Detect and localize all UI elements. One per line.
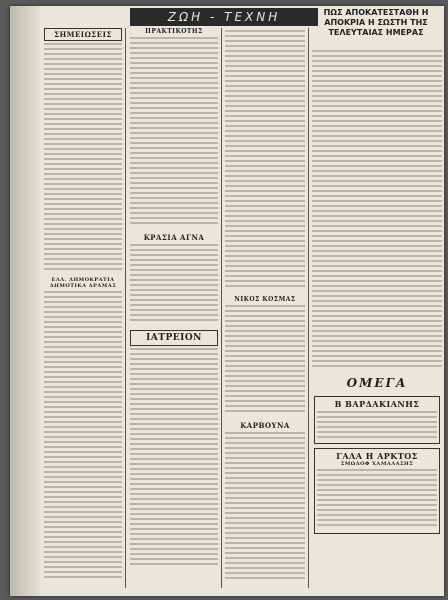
col1-section2: ΕΛΛ. ΔΗΜΟΚΡΑΤΙΑ ΔΗΜΟΤΙΚΑ ΔΡΑΜΑΣ xyxy=(49,277,117,289)
col3-sub1: ΚΑΡΒΟΥΝΑ xyxy=(240,421,290,430)
column-3 xyxy=(225,28,305,588)
col3-body-illegible xyxy=(225,30,305,290)
ad1-title: ΟΜΕΓΑ xyxy=(346,376,408,390)
column-rule xyxy=(308,28,309,588)
newspaper-page xyxy=(10,6,444,596)
column-rule xyxy=(125,28,126,588)
column-right xyxy=(312,28,442,588)
column-rule xyxy=(221,28,222,588)
col2-body3-illegible xyxy=(130,348,218,568)
ad3-body-illegible xyxy=(317,469,437,529)
ad3-title: ΓΑΛΑ Η ΑΡΚΤΟΣ xyxy=(336,451,418,461)
col2-heading: ΠΡΑΚΤΙΚΟΤΗΣ xyxy=(145,28,203,35)
binding-gutter xyxy=(10,6,40,596)
col2-sub2: ΙΑΤΡΕΙΟΝ xyxy=(130,330,218,346)
ad2-title: Β ΒΑΡΔΑΚΙΑΝΗΣ xyxy=(334,399,420,409)
col3-body2-illegible xyxy=(225,305,305,415)
col3-heading: ΝΙΚΟΣ ΚΟΣΜΑΣ xyxy=(234,296,296,303)
front-headline: ΠΩΣ ΑΠΟΚΑΤΕΣΤΑΘΗ Η ΑΠΟΚΡΙΑ Η ΣΩΣΤΗ ΤΗΣ ΤΕΛΕΥΤΑΙΑΣ ΗΜΕΡΑΣ xyxy=(323,8,429,37)
col3-body3-illegible xyxy=(225,432,305,582)
section-banner: ΖΩΗ - ΤΕΧΝΗ xyxy=(130,8,318,26)
front-article-illegible xyxy=(312,50,442,370)
col1-heading: ΣΗΜΕΙΩΣΕΙΣ xyxy=(44,28,122,41)
col1-body-illegible xyxy=(44,43,122,273)
ad-vardakianis xyxy=(314,396,440,444)
column-2 xyxy=(130,28,218,588)
col2-body2-illegible xyxy=(130,244,218,324)
col2-body-illegible xyxy=(130,37,218,227)
ad-arktos xyxy=(314,448,440,534)
col2-sub1: ΚΡΑΣΙΑ ΑΓΝΑ xyxy=(143,233,205,242)
ad-omega xyxy=(314,374,440,392)
ad2-body-illegible xyxy=(317,411,437,439)
col1-body2-illegible xyxy=(44,291,122,581)
column-1 xyxy=(44,28,122,588)
ad3-sub: ΣΜΩΛΟΦ ΧΑΜΑΛΑΣΗΣ xyxy=(340,461,414,467)
